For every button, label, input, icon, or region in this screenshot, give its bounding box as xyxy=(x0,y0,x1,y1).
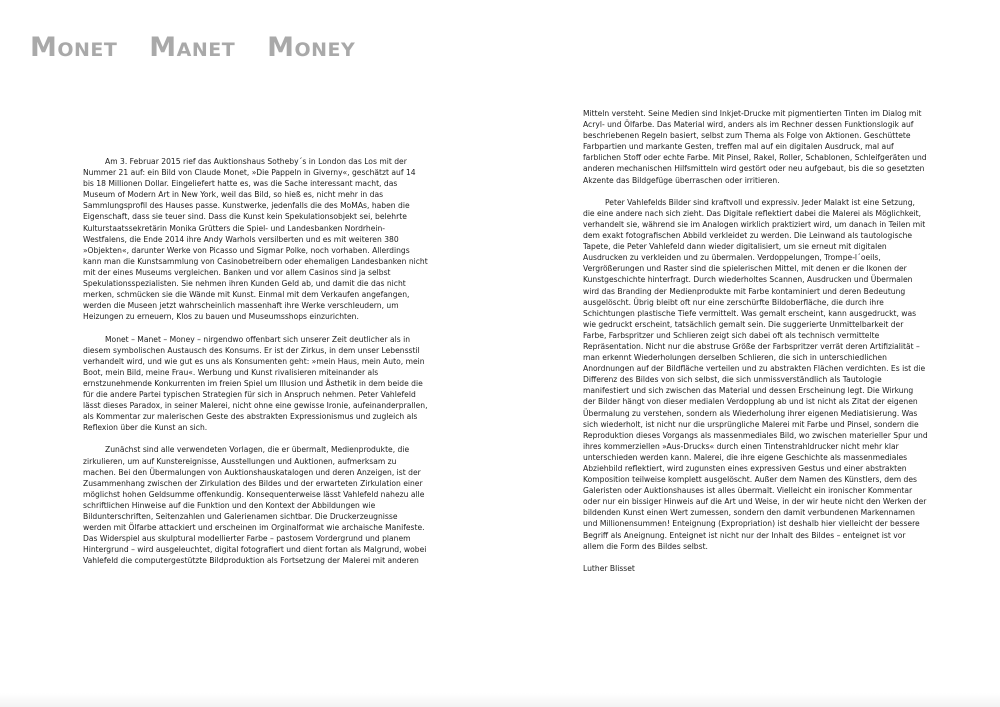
left-page-column xyxy=(83,156,428,578)
paragraph: Monet – Manet – Money – nirgendwo offenbart sich unserer Zeit deutlicher als in diesem symbolischen Austausch des Konsums. Er ist der Zirkus, in dem unser Lebensstil verhandelt wird, und wie gut es uns als Konsumenten geht: »mein Haus, mein Auto, mein Boot, mein Bild, meine Frau«. Werbung und Kunst rivalisieren miteinander als ernstzunehmende Konkurrenten im freien Spiel um Illusion und Ästhetik in dem beide die für die andere Partei typischen Strategien für sich in Anspruch nehmen. Peter Vahlefeld lässt dieses Paradox, in seiner Malerei, nicht ohne eine gewisse Ironie, aufeinanderprallen, als Kommentar zur malerischen Geste des abstrakten Expressionismus und zugleich als Reflexion über die Kunst an sich. xyxy=(83,334,428,433)
title-word-money: Money xyxy=(267,32,356,63)
page-title xyxy=(30,32,377,63)
title-word-monet: Monet xyxy=(30,32,118,63)
page-bottom-shadow xyxy=(0,693,1000,707)
right-page-column xyxy=(583,108,928,585)
paragraph: Zunächst sind alle verwendeten Vorlagen, die er übermalt, Medienprodukte, die zirkulieren, um auf Kunstereignisse, Ausstellungen und Auktionen, aufmerksam zu machen. Bei den Übermalungen von Auktionshauskatalogen und deren Anzeigen, ist der Zusammenhang zwischen der Zirkulation des Bildes und der erwarteten Zirkulation einer möglichst hohen Geldsumme offenkundig. Konsequenterweise lässt Vahlefeld nahezu alle schriftlichen Hinweise auf die Funktion und den Kontext der Abbildungen wie Bildunterschriften, Seitenzahlen und Galerienamen sichtbar. Die Druckerzeugnisse werden mit Ölfarbe attackiert und erscheinen im Orginalformat wie archaische Manifeste. Das Widerspiel aus skulptural modellierter Farbe – pastosem Vordergrund und planem Hintergrund – wird ausgeleuchtet, digital fotografiert und dient fortan als Malgrund, wobei Vahlefeld die computergestützte Bildproduktion als Fortsetzung der Malerei mit anderen xyxy=(83,445,427,566)
title-word-manet: Manet xyxy=(149,32,236,63)
continued-paragraph: Mitteln versteht. Seine Medien sind Inkjet-Drucke mit pigmentierten Tinten im Dialog mit Acryl- und Ölfarbe. Das Material wird, anders als im Rechner dessen Funktionslogik auf beschriebenen Regeln basiert, selbst zum Thema als Folge von Aktionen. Geschüttete Farbpartien und markante Gesten, treffen mal auf ein digitalen Ausdruck, mal auf farblichen Stoff oder echte Farbe. Mit Pinsel, Rakel, Roller, Schablonen, Schleifgeräten und anderen mechanischen Hilfsmitteln wird gestört oder neu aufgebaut, bis die so gesetzten Akzente das Bildgefüge überraschen oder irritieren. xyxy=(583,109,927,185)
author-signature: Luther Blisset xyxy=(583,563,635,573)
paragraph: Peter Vahlefelds Bilder sind kraftvoll und expressiv. Jeder Malakt ist eine Setzung, die eine andere nach sich zieht. Das Digitale reflektiert dabei die Malerei als Möglichkeit, verhandelt sie, während sie im Analogen wirklich praktiziert wird, um danach in Teilen mit dem exakt fotografischen Abbild verkleidet zu werden. Die Leinwand als tautologische Tapete, die Peter Vahlefeld dann wieder digitalisiert, um sie erneut mit digitalen Ausdrucken zu verkleiden und zu übermalen. Verdoppelungen, Trompe-l´oeils, Vergrößerungen und Raster sind die spielerischen Mittel, mit denen er die Ikonen der Kunstgeschichte hinterfragt. Durch wiederholtes Scannen, Ausdrucken und Übermalen wird das Branding der Medienprodukte mit Farbe kontaminiert und deren Bedeutung ausgelöscht. Übrig bleibt oft nur eine zerschürfte Bildoberfläche, die durch ihre Schichtungen plastische Tiefe vermittelt. Was gemalt erscheint, kann ausgedruckt, was wie gedruckt erscheint, tatsächlich gemalt sein. Die suggerierte Unmittelbarkeit der Farbe, Farbspritzer und Schlieren zeigt sich dabei oft als technisch vermittelte Repräsentation. Nicht nur die abstruse Größe der Farbspritzer verrät deren Artifizialität – man erkennt Wiederholungen derselben Schlieren, die sich in unterschiedlichen Anordnungen auf der Bildfläche verteilen und zu abstrakten Flächen verdichten. Es ist die Differenz des Bildes von sich selbst, die sich unmissverständlich als Tautologie manifestiert und sich zwischen das Material und dessen Erscheinung legt. Die Wirkung der Bilder hängt von dieser medialen Verdopplung ab und ist nicht als Zitat der eigenen Übermalung zu verstehen, sondern als Wiederholung ihrer eigenen Mediatisierung. Was sich wiederholt, ist nicht nur die ursprüngliche Malerei mit Farbe und Pinsel, sondern die Reproduktion dieses Vorgangs als massenmediales Bild, wo zwischen materieller Spur und ihres kommerziellen »Aus-Drucks« durch einen Tintenstrahldrucker nicht mehr klar unterschieden werden kann. Malerei, die ihre eigene Geschichte als massenmediales Abziehbild reflektiert, wird zugunsten eines expressiven Gestus und einer abstrakten Komposition teilweise komplett ausgelöscht. Außer dem Namen des Künstlers, dem des Galeristen oder Auktionshauses ist alles übermalt. Vielleicht ein ironischer Kommentar oder nur ein bissiger Hinweis auf die Art und Weise, in der wir heute nicht den Werken der bildenden Kunst einen Wert zumessen, sondern den damit verbundenen Markennamen und Millionensummen! Enteignung (Expropriation) ist deshalb hier vielleicht der bessere Begriff als Aneignung. Enteignet ist nicht nur der Inhalt des Bildes – enteignet ist vor allem die Form des Bildes selbst. xyxy=(583,197,928,551)
paragraph: Am 3. Februar 2015 rief das Auktionshaus Sotheby´s in London das Los mit der Nummer 21 auf: ein Bild von Claude Monet, »Die Pappeln in Giverny«, geschätzt auf 14 bis 18 Millionen Dollar. Eingeliefert hatte es, was die Sache interessant macht, das Museum of Modern Art in New York, weil das Bild, so hieß es, nicht mehr in das Sammlungsprofil des Hauses passe. Kunstwerke, jedenfalls die des MoMAs, haben die Eigenschaft, dass sie teuer sind. Dass die Kunst kein Spekulationsobjekt sei, belehrte Kulturstaatssekretärin Monika Grütters die Spiel- und Landesbanken Nordrhein-Westfalens, die Ende 2014 ihre Andy Warhols versilberten und es mit weiteren 380 »Objekten«, darunter Werke von Picasso und Sigmar Polke, noch vorhaben. Allerdings kann man die Kunstsammlung von Casinobetreibern oder ehemaligen Landesbanken nicht mit der eines Museums vergleichen. Banken und vor allem Casinos sind ja selbst Spekulationsspezialisten. Sie nehmen ihren Kunden Geld ab, und damit die das nicht merken, schmücken sie die Wände mit Kunst. Einmal mit dem Verkaufen angefangen, werden die Museen jetzt wahrscheinlich massenhaft ihre Werke verschleudern, um Heizungen zu erneuern, Klos zu bauen und Museumsshops einzurichten. xyxy=(83,157,428,322)
